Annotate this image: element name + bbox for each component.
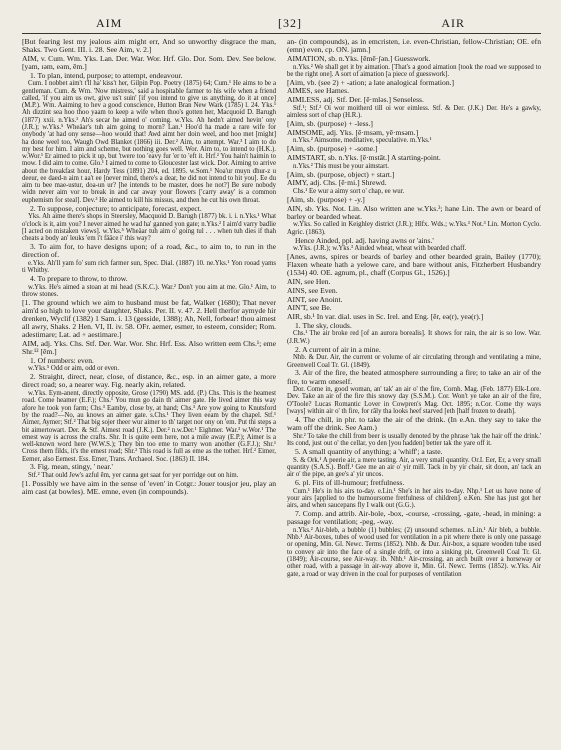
entry-sense: 3. Air of the fire, the heated atmosphere surrounding a fire; to take an air of the fire, to warm oneself.: [287, 368, 541, 386]
entry-sense: 1. To plan, intend, purpose; to attempt, endeavour.: [30, 70, 183, 80]
entry-headword: AIN, sb. Yks. Not. Lin. Also written ane w.Yks.³; hane Lin. The awn or beard of barley or bearded wheat.: [287, 203, 541, 221]
entry-citations: Cum. I nobbet aim't t'll ha' kiss't her, Gilpin Pop. Poetry (1875) 64; Cum.¹ He aims to be a gentleman. Cum. & Wm. 'Now mistress,' said a hospitable farmer to his wife when a friend called, 'if you aim us owt, give us't suin' [if you intend to give us anything, do it at once] (M.P.). Wm. Aaiming to hev a good conscience, Hutton Bran New Wark (1785) l. 24. Yks.¹ Ah dizzint sea hoo thoo yaam to keep a wife when thoo's gotten her, Macquoid D. Barugh (1877) xxii. n.Yks.¹ Ah's secar he aimed o' coming. w.Yks. Ah hedn't aimed hevin' ony (J.R.); w.Yks.⁵ Wheäar's tuh aim going to morn? Lan.¹ Hoo'd ha made a rare wife for onybody 'at had ony sense—hoo would that! Awd aimt her doin weel, and hoo met [might] ha done weel too, Waugh Owd Blanket (1866) iii. Der.² Aim, to attempt. War.³ I aim to do my best for him. I aim and scheme, but nothing goes well. Wor. Aim to, to intend to (H.K.). w.Wor.¹ Er aimed to pick it up, but 'twere too 'eavy fur 'er to 'eft it. Hrf.² You hain't haimin to mow. I did aim to come. Glo.¹ I aimed to come to Gloucester last wick. Dor. Aiming to arrive about the breakfast hour, Hardy Tess (1891) 204, ed. 1895. w.Som.¹ Noa'ur muyn dhur-z u deeur, ee daed-n aim t aa't ee [never mind, there's a dear, he did not intend to hit you]. Ee du aim tu bee mae-ustur, doa-un ur? [he intends to be master, does he not?] Be sure nobody widn never aim vor to break in and car away your flowers ['carry away' is a common euphemism for steal]. Dev.³ He aimed to kill his missus, and then he cut his own throat.: [22, 80, 276, 204]
entry-headword: AIMATION, sb. n.Yks. [ēmē·ʃən.] Guesswork.: [287, 53, 431, 63]
entry-headword: AIM, adj. Yks. Chs. Stf. Der. War. Wor. Shr. Hrf. Ess. Also written eem Chs.¹; eme Shr.¹² [ēm.]: [22, 338, 276, 357]
entry-headword: AINT, see Anoint.: [287, 294, 343, 304]
entry-citations: Yks. Ah aime there's shops in Steersley, Macquoid D. Barugh (1877) bk. i. i. n.Yks.¹ What o'clock is it, aim you? I never aimed he wad ha' ganned yon gate; n.Yks.² I aim'd varry badlie [I acted on mistaken views]. w.Yks.⁵ Wheäar tuh aim o' going tul . . . when tuh dies if thah cheats a body an' leuks 'em i't fääce i' this way?: [22, 213, 276, 243]
page-number: [32]: [278, 16, 302, 30]
entry-headword: AIMY, adj. Chs. [ē·mi.] Shrewd.: [287, 178, 387, 188]
entry-sense: 1. Of numbers: even.: [30, 355, 94, 365]
entry-etymology: [1. The ground which we aim to husband must be fat, Walker (1680); That never aim'd so high to love your daughter, Shaks. Per. II. v. 47. 2. Hell therfor aymyde hir drenken, Wyclif (1382) 1 Sam. i. 13 (gesside, 1388); Ah, Nell, forbear! thou aimest all awry, Shaks. 2 Hen. VI, II. iv. 58. OFr. aemer, esmer, to esteem, consider; Rom. adestimare; Lat. ad + aestimare.]: [22, 297, 276, 340]
entry-headword: AINS, see Even.: [287, 285, 338, 295]
entry-sense: Hence Ainded, ppl. adj. having awns or 'ains.': [295, 235, 434, 245]
entry-headword: AIN'T, see Be.: [287, 303, 332, 313]
entry-citations: S. & Ork.¹ A peerie air, a mere tasting. Air, a very small quantity. Or.I. Eer, Er, a very small quantity (S.A.S.). Bnff.¹ Gee me an air o' yir mill. Tack in by yir chair, sit doon, an' tack an air o' the pipe, an gee's a' yir uncos.: [287, 456, 541, 479]
running-head-left: AIM: [96, 16, 123, 30]
entry-sense: 6. pl. Fits of ill-humour; fretfulness.: [295, 477, 405, 487]
entry-citations: Chs.¹ The air broke red [of an aurora borealis]. It shows for rain, the air is so low. War. (J.R.W.): [287, 330, 541, 345]
entry-headword: AIM, v. Cum. Wm. Yks. Lan. Der. War. Wor. Hrf. Glo. Dor. Som. Dev. See below. [yam, ɪəm, eəm, ēm.]: [22, 53, 276, 71]
entry-headword: AIMES, see Hames.: [287, 86, 350, 96]
entry-etymology: [Aim, sb. (purpose, object) + start.]: [287, 169, 395, 179]
entry-sense: 2. A current of air in a mine.: [295, 344, 381, 354]
entry-citations: w.Yks.⁵ Odd or aim, odd or even.: [28, 365, 120, 373]
entry-citations: n.Yks.² Air-bleb, a bubble (1) bubbles; (2) unsound schemes. n.Lin.¹ Air bleb, a bubble. Nhb.¹ Air-boxes, tubes of wood used for ventilation in a pit where there is only one passage or opening, Min. Gl. Newc. Terms (1852). Nhb. & Dur. Air-box, a square wooden tube used to convey air into the face of a single drift, or into a sinking pit, Greenwell Coal Tr. Gl. (1849); Air-course, see Air-way. ib. Nhb.¹ Air-crossing, an arch built over a horseway or other road, with a passage in air-way above it, Min. Gl. Newc. Terms (1852). w.Yks. Air gate, a road or way driven in the coal for purposes of ventilation: [287, 526, 541, 578]
entry-citations: n.Yks.² We shall get it by aimation. [That's a good aimation [took the road we supposed to be the right one]. A sort of aimation [a piece of guesswork].: [287, 63, 541, 78]
entry-sense: 4. The chill, in phr. to take the air of the drink. (In e.An. they say to take the wam off the drink. See Aam.): [287, 414, 541, 432]
entry-headword: AIR, sb.¹ In var. dial. uses in Sc. Irel. and Eng. [ēr, eə(r), yeə(r).]: [287, 311, 484, 321]
entry-headword: AIMLESS, adj. Stf. Der. [ē·mləs.] Senseless.: [287, 95, 424, 105]
entry-headword: AIMSOME, adj. Yks. [ē·msəm, yē·msəm.]: [287, 127, 419, 137]
entry-citations: w.Yks. (J.R.); w.Yks.³ Ainded wheat, wheat with bearded chaff.: [293, 245, 467, 253]
entry-citations: n.Yks.² Aimsome, meditative, speculative. m.Yks.¹: [293, 137, 432, 145]
entry-citations: Stf.¹; Stf.² Oi wor moitherd till oi wor eimless. Stf. & Der. (J.K.) Der. He's a gawky, aimless sort of chap (H.R.).: [287, 104, 541, 120]
entry-sense: 3. Fig. mean, stingy, ' near.': [30, 462, 113, 472]
entry-etymology: [But fearing lest my jealous aim might err, And so unworthy disgrace the man, Shaks. Two Gent. III. i. 28. See Aim, v. 2.]: [22, 38, 276, 55]
entry-citations: Dor. Come in, good woman, an' tak' an air o' the fire, Cornh. Mag. (Feb. 1877) Elk-Lore. Dev. Take an air of the fire this snowy day (S.S.M.). Cor. Won't ye take an air of the fire, O'Toole? Lucas Romantic Lover in Cowpren's Mag. Oct. 1895; n.Cor. Come thy ways [ways] within air o' th fire, for rāly tha looks heef starved [eth [half frozen to death].: [287, 386, 541, 416]
entry-headword: AIN, see Hen.: [287, 277, 331, 287]
entry-etymology: [Aim, vb. (see 2) + -ation; a late analogical formation.]: [287, 77, 455, 87]
entry-etymology: [Aim, sb. (purpose) + -less.]: [287, 118, 373, 128]
entry-sense: 1. The sky, clouds.: [295, 320, 352, 330]
entry-etymology: an- (in compounds), as in emcristen, i.e. even-Christian, fellow-Christian; OE. efn (emn) even, cp. ON. jamn.]: [287, 38, 541, 55]
running-head: [22, 16, 541, 32]
right-column: [287, 38, 541, 744]
left-column: [22, 38, 276, 744]
entry-headword: AIMSTART, sb. n.Yks. [ē·mstāt.] A starting-point.: [287, 152, 441, 162]
entry-citations: Nhb. & Dur. Air, the current or volume of air circulating through and ventilating a mine, Greenwell Coal Tr. Gl. (1849).: [287, 354, 541, 369]
entry-citations: n.Yks.² This must be your aimstart.: [293, 162, 389, 170]
header-rule: [22, 33, 541, 34]
entry-etymology: [Aim, sb. (purpose) + -some.]: [287, 144, 378, 154]
two-column-body: [22, 38, 541, 744]
entry-sense: 3. To aim for, to have designs upon; of a road, &c., to aim to, to run in the direction of.: [22, 241, 276, 260]
running-head-right: AIR: [441, 16, 465, 30]
entry-etymology: [Anes, awns, spires or beards of barley and other bearded grain, Bailey (1770); Flaxen wheate hath a yelowe care, and bare without anis, Fitzherbert Husbandry (1534) 40. OE. agnum, pl., chaff (Corpus Gl., 1526).]: [287, 252, 541, 278]
entry-sense: 2. To suppose, conjecture; to anticipate, forecast, expect.: [30, 203, 202, 213]
entry-etymology: [1. Possibly we have aim in the sense of 'even' in Cotgr.: Jouer tousjor jeu, play an aim cast (at bowles). ME. emne, even (in compounds).: [22, 479, 276, 497]
entry-citations: w.Yks. He's aimed a stoan at mi head (S.K.C.). War.² Don't you aim at me. Glo.¹ Aim, to throw stones.: [22, 283, 276, 298]
entry-citations: Cum.¹ He's in his airs to-day. e.Lin.¹ She's in her airs to-day. Nhp.¹ Let us have none of your airs [applied to the humoursome fretfulness of children]. e.Ken. She has just got her airs, and when saucepans fly I walk out (G.G.).: [287, 487, 541, 510]
entry-etymology: [Aim, sb. (purpose) + -y.]: [287, 194, 365, 204]
entry-sense: 7. Comp. and attrib. Air-bole, -box, -course, -crossing, -gate, -head, in mining: a passage for ventilation; -peg, -way.: [287, 509, 541, 527]
entry-sense: 4. To prepare to throw, to throw.: [30, 273, 128, 283]
entry-sense: 5. A small quantity of anything; a 'whiff'; a taste.: [295, 446, 443, 456]
entry-citations: w.Yks. So called in Keighley district (J.R.); Hlfx. Wds.; w.Yks.³ Not.³ Lin. Morton Cyclo. Agric. (1863).: [287, 221, 541, 236]
entry-citations: Stf.² That ould Jew's azful ēm, yer canna get saat for yer porridge out on him.: [28, 472, 239, 480]
entry-citations: Shr.² To take the chill from beer is usually denoted by the phrase 'tak the hair off the drink.' Its cond, just out o' the cellar, yo den [you hadden] better tak the yare off it.: [287, 432, 541, 447]
entry-citations: w.Yks. Eym-anent, directly opposite, Grose (1790) MS. add. (P.) Chs. This is the heamest road. Come heamer (E.F.); Chs.¹ You mun go dain th' aimer gate. He lived aimer this way afore he took yon farm; Chs.³ Eamby, close by, at hand; Chs.³ Are yow going to Knutsford by the road?—No, au knows an aimer gate. s.Chs.¹ They liven eeam by the chapel. Stf.¹ Aimer, Aymer; Stf.² That big sojer theer wur aimer to th' target nor ony on 'em. Put thi steps a bit aimertowart. Der. & Stf. Aimest road (J.K.). Der.² n.w.Der.¹ Eighmer. War.³ w.Wor.¹ The emest way is across the crafts. Shr. It is quite eem here, not a mile away (E.P.); Aimer is a well-known word here (W.W.S.); They bin too eme to marry won another (G.F.J.); Shr.¹ Cross them filds, it's the emest road; Shr.² This road is full as eme as the tother. Hrf.² Eimer, Eemer, also Eemest. Ess. Emer, Trans. Archaeol. Soc. (1863) II. 184.: [22, 390, 276, 463]
entry-sense: 2. Straight, direct, near, close, of distance, &c., esp. in an aimer gate, a more direct road; so, a nearer way. Fig. nearly akin, related.: [22, 372, 276, 390]
entry-citations: Chs.¹ Ee wur a aimy sort o' chap, ee wur.: [293, 188, 405, 195]
entry-citations: e.Yks. Ah'll yam fo' sum rich farmer sun, Spec. Dial. (1887) 10. ne.Yks.¹ Yon rooad yams ti Whitby.: [22, 259, 276, 274]
